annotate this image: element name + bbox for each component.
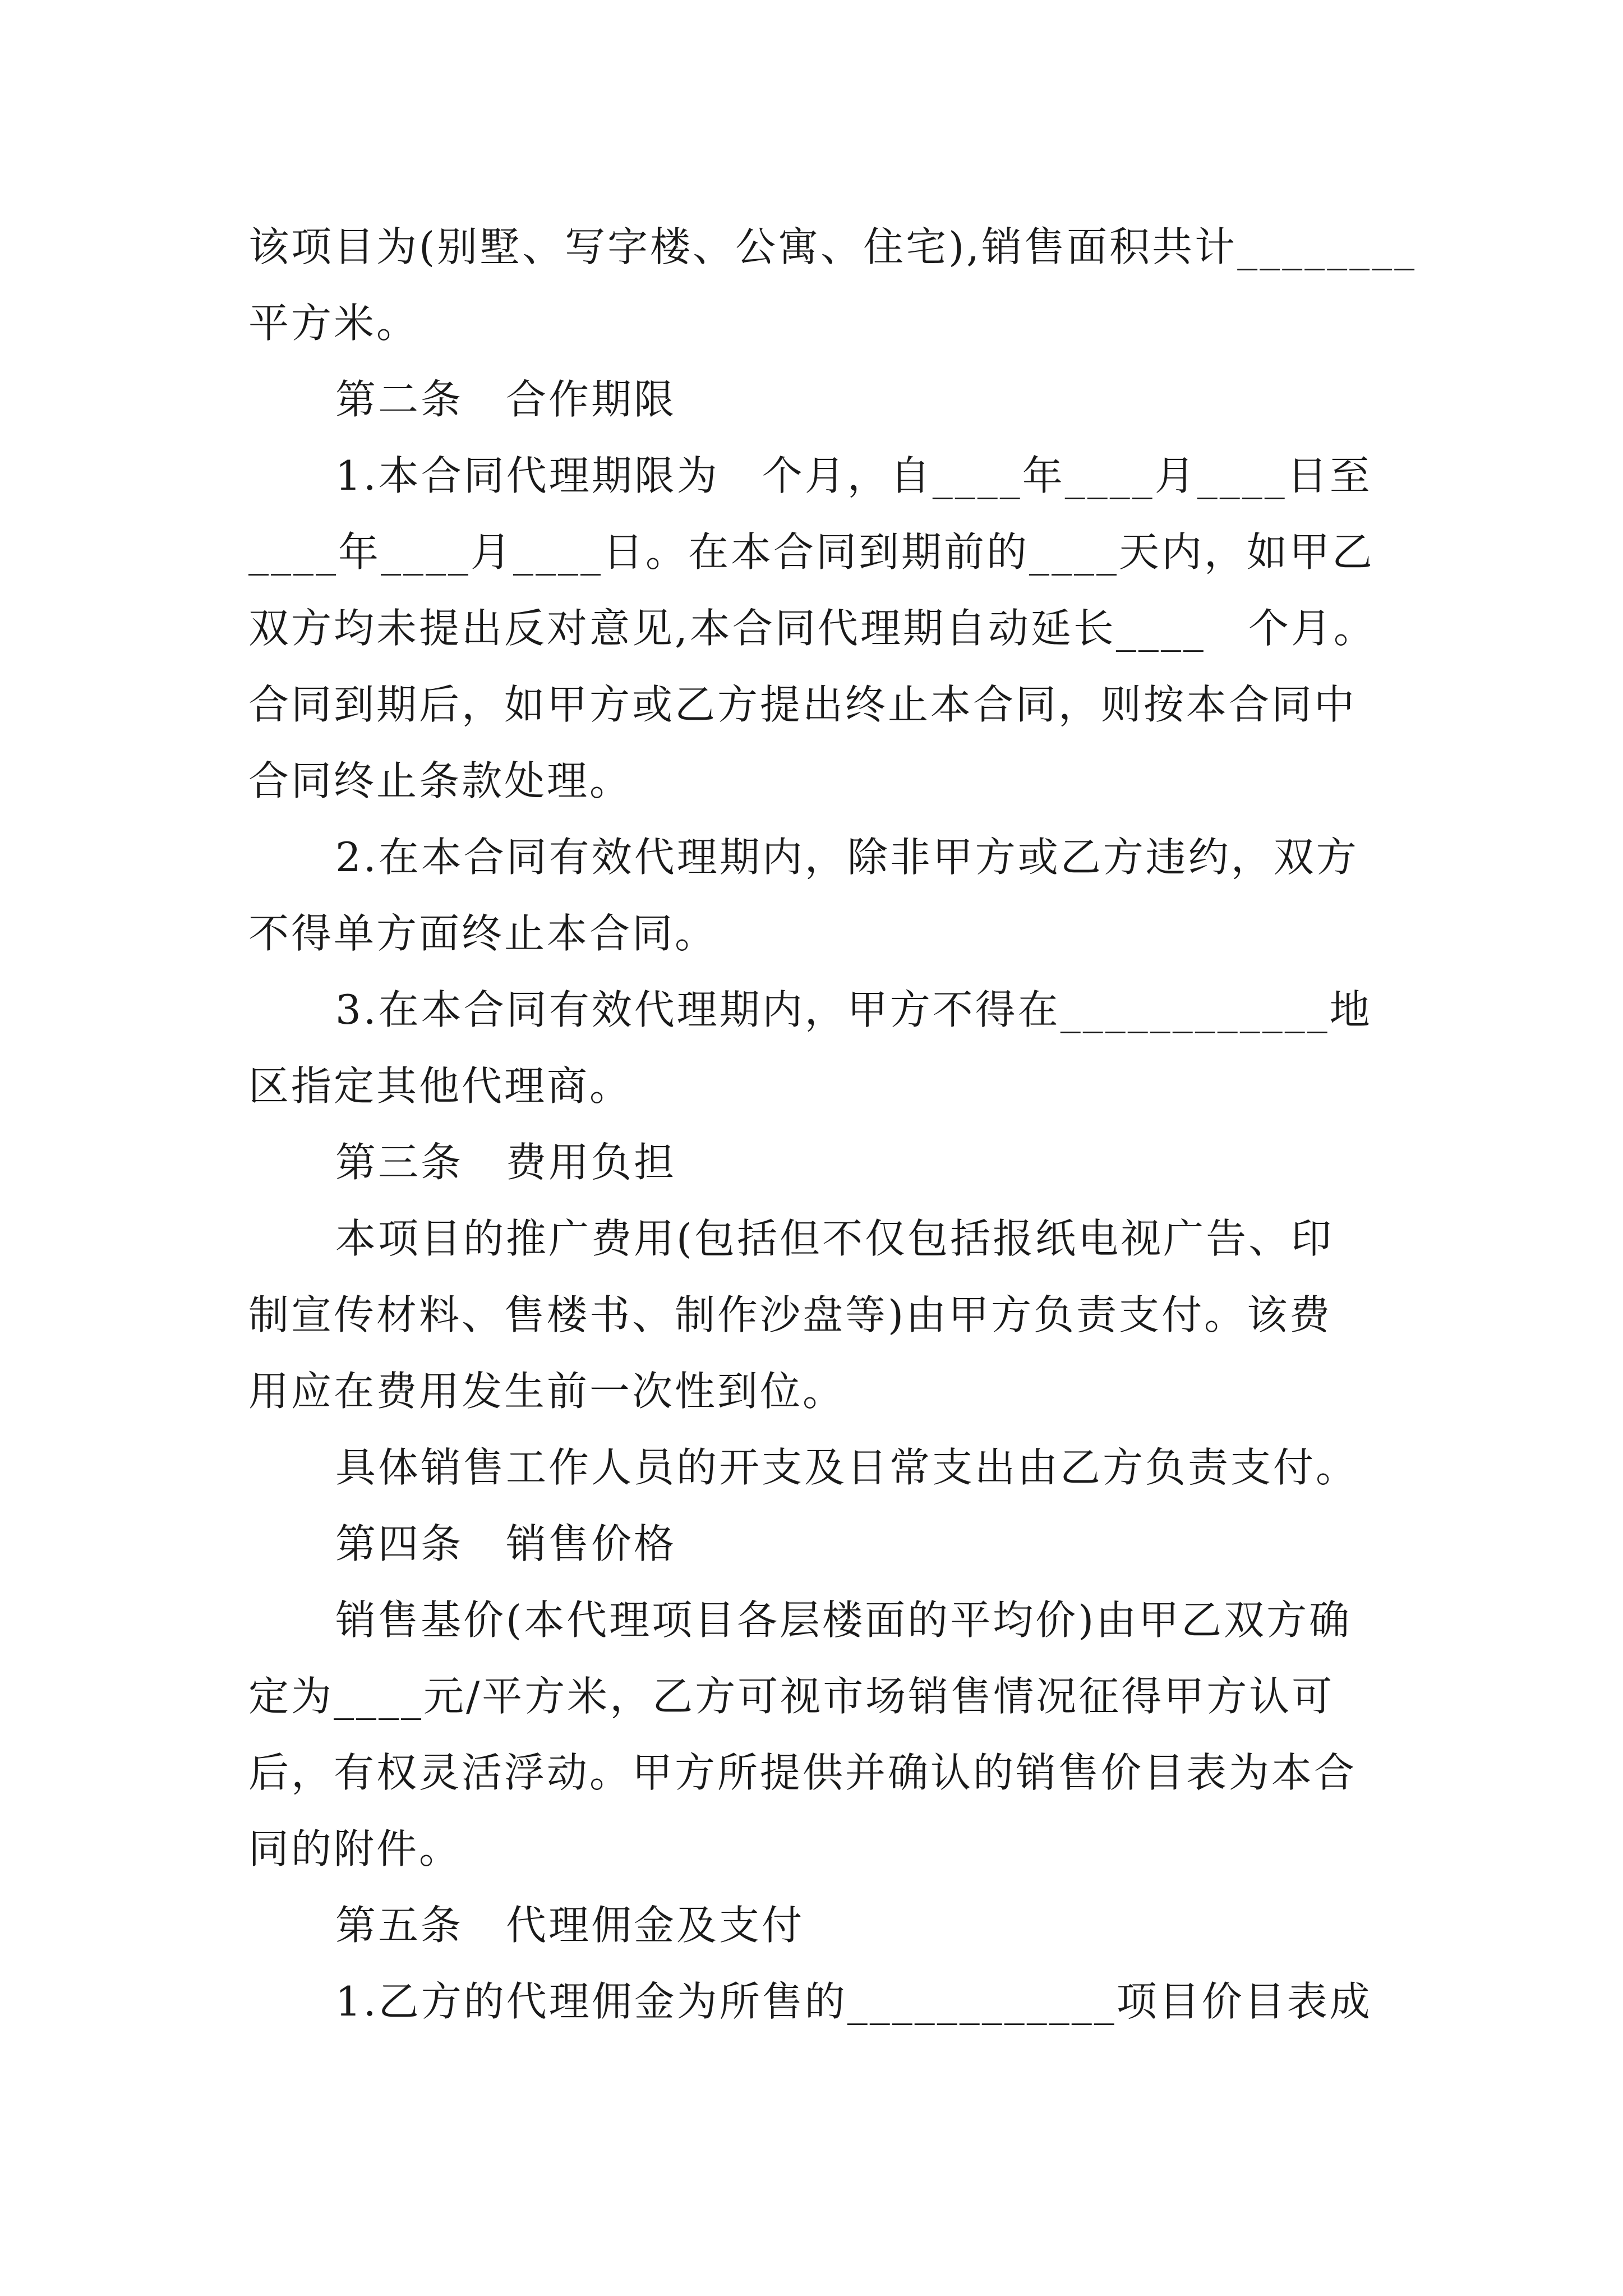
text-line: 本项目的推广费用(包括但不仅包括报纸电视广告、印 <box>335 1215 1334 1262</box>
text-line: 制宣传材料、售楼书、制作沙盘等)由甲方负责支付。该费 <box>248 1291 1332 1338</box>
text-line: 1.乙方的代理佣金为所售的____________项目价目表成 <box>335 1978 1372 2025</box>
text-line: 3.在本合同有效代理期内，甲方不得在____________地 <box>335 986 1372 1033</box>
text-line: 1.本合同代理期限为 个月，自____年____月____日至 <box>335 452 1372 499</box>
document-page <box>248 209 1417 2040</box>
section-heading: 第三条 费用负担 <box>335 1139 677 1186</box>
section-heading: 第五条 代理佣金及支付 <box>335 1902 805 1949</box>
text-line: 同的附件。 <box>248 1825 462 1872</box>
text-line: 后，有权灵活浮动。甲方所提供并确认的销售价目表为本合 <box>248 1749 1357 1796</box>
text-line: 合同终止条款处理。 <box>248 757 633 804</box>
text-line: 平方米。 <box>248 300 419 347</box>
text-line: ____年____月____日。在本合同到期前的____天内，如甲乙 <box>248 528 1375 576</box>
text-line: 合同到期后，如甲方或乙方提出终止本合同，则按本合同中 <box>248 681 1357 728</box>
text-line: 2.在本合同有效代理期内，除非甲方或乙方违约，双方 <box>335 834 1359 881</box>
text-line: 用应在费用发生前一次性到位。 <box>248 1368 846 1415</box>
section-heading: 第四条 销售价格 <box>335 1520 677 1567</box>
text-line: 该项目为(别墅、写字楼、公寓、住宅),销售面积共计________ <box>248 223 1417 270</box>
text-line: 具体销售工作人员的开支及日常支出由乙方负责支付。 <box>335 1444 1359 1491</box>
section-heading: 第二条 合作期限 <box>335 376 677 423</box>
text-line: 销售基价(本代理项目各层楼面的平均价)由甲乙双方确 <box>335 1596 1352 1644</box>
text-line: 不得单方面终止本合同。 <box>248 910 718 957</box>
text-line: 双方均未提出反对意见,本合同代理期自动延长____ 个月。 <box>248 605 1376 652</box>
text-line: 区指定其他代理商。 <box>248 1062 633 1110</box>
text-line: 定为____元/平方米，乙方可视市场销售情况征得甲方认可 <box>248 1673 1335 1720</box>
